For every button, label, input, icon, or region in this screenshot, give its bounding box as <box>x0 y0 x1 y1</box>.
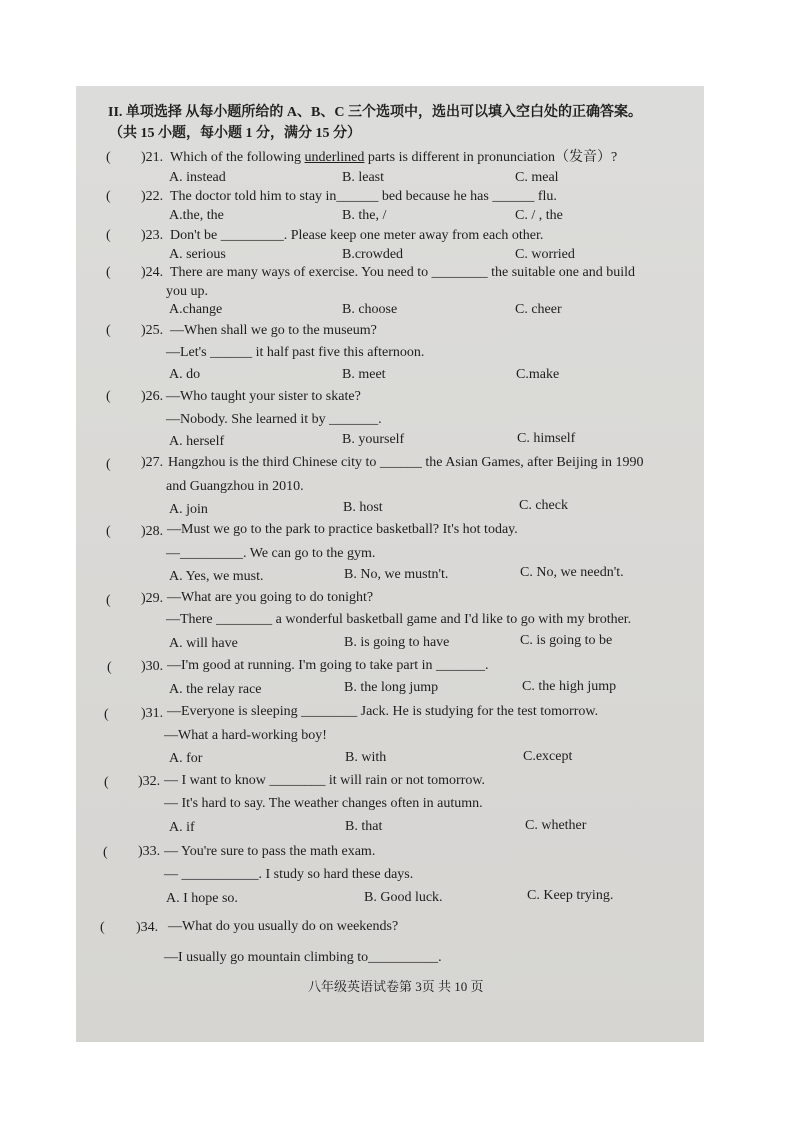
answer-bracket[interactable]: ( <box>106 189 111 204</box>
option-b[interactable]: B. Good luck. <box>364 890 443 905</box>
question-stem-cont: —Nobody. She learned it by _______. <box>166 412 382 427</box>
answer-bracket[interactable]: ( <box>106 228 111 243</box>
answer-bracket[interactable]: ( <box>106 593 111 608</box>
question-stem-cont: —There ________ a wonderful basketball game and I'd like to go with my brother. <box>166 612 632 627</box>
option-a[interactable]: A. will have <box>169 636 238 651</box>
option-b[interactable]: B. least <box>342 170 384 185</box>
question-stem: Which of the following underlined parts is different in pronunciation（发音）? <box>170 150 618 165</box>
question-stem: —What are you going to do tonight? <box>167 590 374 605</box>
question-stem: —I'm good at running. I'm going to take part in _______. <box>167 658 489 673</box>
option-c[interactable]: C.except <box>523 749 573 764</box>
option-c[interactable]: C. / , the <box>515 208 563 223</box>
question-number: )31. <box>141 706 164 721</box>
answer-bracket[interactable]: ( <box>106 389 111 404</box>
section-heading: II. 单项选择 从每小题所给的 A、B、C 三个选项中，选出可以填入空白处的正确答案。 <box>108 105 642 120</box>
question-number: )30. <box>141 659 164 674</box>
option-a[interactable]: A.change <box>169 302 223 317</box>
option-a[interactable]: A. Yes, we must. <box>169 569 264 584</box>
option-c[interactable]: C. worried <box>515 247 575 262</box>
question-number: )21. <box>141 150 164 165</box>
question-stem: —What do you usually do on weekends? <box>168 919 399 934</box>
answer-bracket[interactable]: ( <box>106 265 111 280</box>
question-number: )23. <box>141 228 164 243</box>
option-a[interactable]: A. if <box>169 820 195 835</box>
option-b[interactable]: B. host <box>343 500 383 515</box>
answer-bracket[interactable]: ( <box>106 524 111 539</box>
answer-bracket[interactable]: ( <box>103 845 108 860</box>
question-number: )26. <box>141 389 164 404</box>
option-a[interactable]: A. instead <box>169 170 226 185</box>
option-b[interactable]: B. the long jump <box>344 680 439 695</box>
question-stem-cont: and Guangzhou in 2010. <box>166 479 304 494</box>
question-number: )22. <box>141 189 164 204</box>
option-a[interactable]: A. for <box>169 751 203 766</box>
question-number: )29. <box>141 591 164 606</box>
option-b[interactable]: B. the, / <box>342 208 387 223</box>
option-b[interactable]: B. choose <box>342 302 398 317</box>
option-b[interactable]: B. with <box>345 750 387 765</box>
option-a[interactable]: A. join <box>169 502 208 517</box>
option-c[interactable]: C.make <box>516 367 560 382</box>
option-c[interactable]: C. Keep trying. <box>527 888 614 903</box>
question-stem-cont: you up. <box>166 284 208 299</box>
option-c[interactable]: C. No, we needn't. <box>520 565 624 580</box>
answer-bracket[interactable]: ( <box>107 660 112 675</box>
option-b[interactable]: B. is going to have <box>344 635 450 650</box>
answer-bracket[interactable]: ( <box>106 457 111 472</box>
answer-bracket[interactable]: ( <box>106 150 111 165</box>
option-c[interactable]: C. cheer <box>515 302 562 317</box>
option-c[interactable]: C. check <box>519 498 568 513</box>
option-a[interactable]: A.the, the <box>169 208 224 223</box>
option-b[interactable]: B. No, we mustn't. <box>344 567 449 582</box>
question-number: )34. <box>136 920 159 935</box>
option-c[interactable]: C. himself <box>517 431 576 446</box>
question-stem-cont: — It's hard to say. The weather changes often in autumn. <box>164 796 483 811</box>
option-c[interactable]: C. meal <box>515 170 559 185</box>
section-scoring-note: （共 15 小题，每小题 1 分，满分 15 分） <box>109 126 361 141</box>
answer-bracket[interactable]: ( <box>104 775 109 790</box>
question-stem: Don't be _________. Please keep one meter away from each other. <box>170 228 544 243</box>
question-number: )28. <box>141 524 164 539</box>
question-stem: —Everyone is sleeping ________ Jack. He is studying for the test tomorrow. <box>167 704 599 719</box>
option-a[interactable]: A. do <box>169 367 201 382</box>
question-stem-cont: —Let's ______ it half past five this afternoon. <box>166 345 425 360</box>
option-c[interactable]: C. the high jump <box>522 679 617 694</box>
question-stem: —Who taught your sister to skate? <box>166 389 361 404</box>
question-stem: —When shall we go to the museum? <box>170 323 377 338</box>
question-stem-cont: —What a hard-working boy! <box>164 728 327 743</box>
option-b[interactable]: B. yourself <box>342 432 405 447</box>
option-c[interactable]: C. is going to be <box>520 633 613 648</box>
answer-bracket[interactable]: ( <box>106 323 111 338</box>
question-number: )32. <box>138 774 161 789</box>
option-a[interactable]: A. serious <box>169 247 226 262</box>
question-stem-cont: —I usually go mountain climbing to__________. <box>164 950 442 965</box>
question-number: )25. <box>141 323 164 338</box>
question-stem: —Must we go to the park to practice basketball? It's hot today. <box>167 522 518 537</box>
option-b[interactable]: B.crowded <box>342 247 404 262</box>
question-stem-cont: — ___________. I study so hard these days. <box>164 867 414 882</box>
question-number: )24. <box>141 265 164 280</box>
answer-bracket[interactable]: ( <box>104 707 109 722</box>
exam-page <box>76 86 704 1042</box>
question-number: )27. <box>141 455 164 470</box>
option-a[interactable]: A. the relay race <box>169 682 262 697</box>
page-footer: 八年级英语试卷第 3页 共 10 页 <box>308 979 484 994</box>
question-stem: — You're sure to pass the math exam. <box>164 844 376 859</box>
answer-bracket[interactable]: ( <box>100 920 105 935</box>
option-b[interactable]: B. that <box>345 819 383 834</box>
question-stem: The doctor told him to stay in______ bed because he has ______ flu. <box>170 189 557 204</box>
question-stem: There are many ways of exercise. You need to ________ the suitable one and build <box>170 265 635 280</box>
option-c[interactable]: C. whether <box>525 818 587 833</box>
question-stem-cont: —_________. We can go to the gym. <box>166 546 376 561</box>
question-number: )33. <box>138 844 161 859</box>
option-b[interactable]: B. meet <box>342 367 386 382</box>
question-stem: — I want to know ________ it will rain or not tomorrow. <box>164 773 486 788</box>
option-a[interactable]: A. I hope so. <box>166 891 238 906</box>
option-a[interactable]: A. herself <box>169 434 225 449</box>
question-stem: Hangzhou is the third Chinese city to ______ the Asian Games, after Beijing in 1990 <box>168 455 644 470</box>
